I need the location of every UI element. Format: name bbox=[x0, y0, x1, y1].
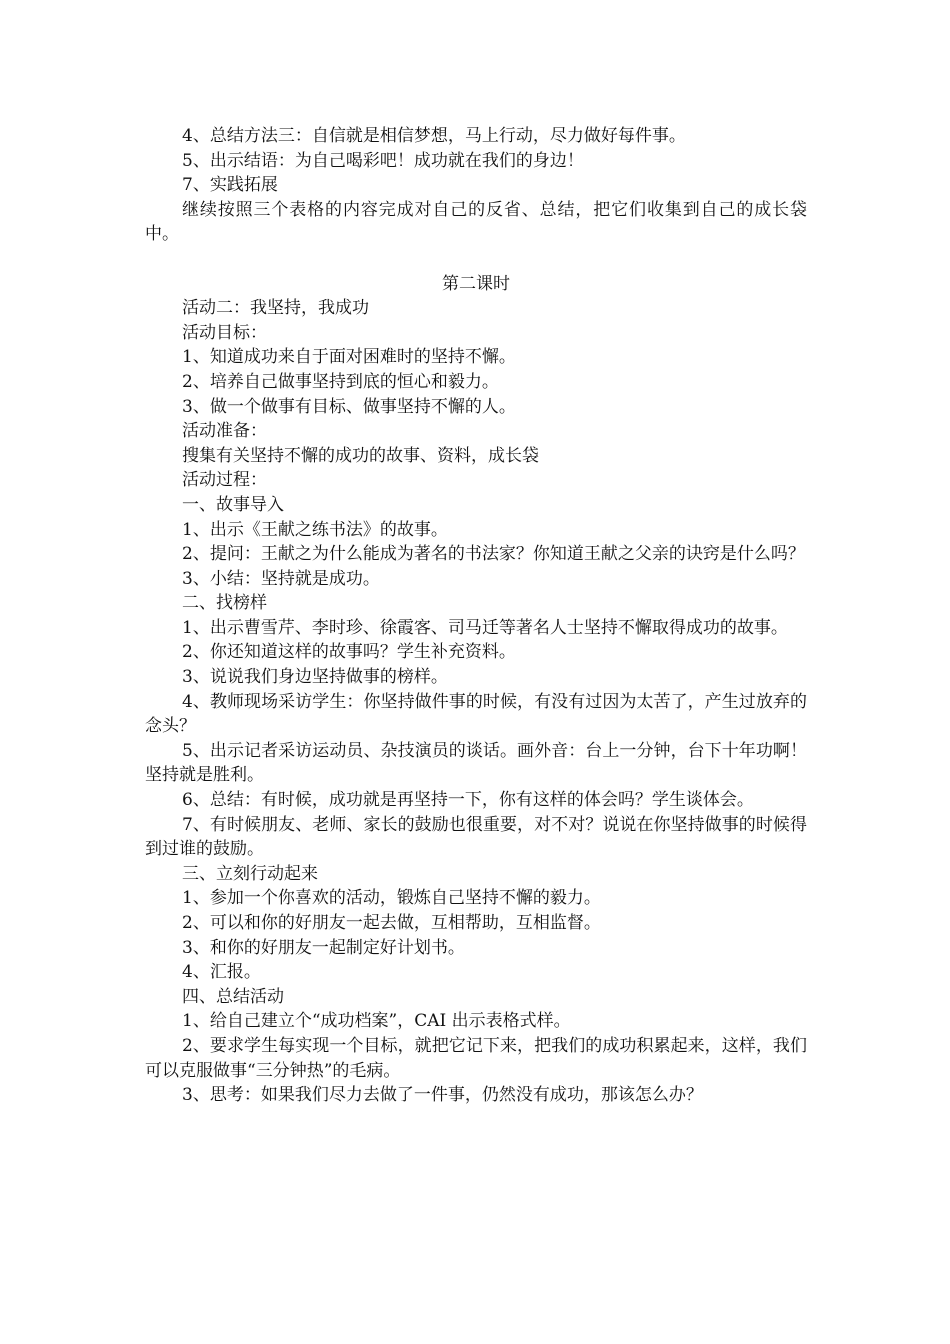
paragraph: 5、出示记者采访运动员、杂技演员的谈话。画外音：台上一分钟，台下十年功啊！坚持就是胜利。 bbox=[145, 740, 807, 786]
paragraph: 3、做一个做事有目标、做事坚持不懈的人。 bbox=[182, 396, 516, 417]
paragraph: 2、提问：王献之为什么能成为著名的书法家？你知道王献之父亲的诀窍是什么吗？ bbox=[182, 544, 805, 565]
paragraph: 1、参加一个你喜欢的活动，锻炼自己坚持不懈的毅力。 bbox=[182, 888, 601, 909]
paragraph: 活动准备： bbox=[182, 421, 267, 442]
paragraph: 3、小结：坚持就是成功。 bbox=[182, 568, 380, 589]
paragraph: 四、总结活动 bbox=[182, 986, 284, 1007]
paragraph: 7、有时候朋友、老师、家长的鼓励也很重要，对不对？说说在你坚持做事的时候得到过谁的鼓励。 bbox=[145, 814, 807, 860]
paragraph: 2、你还知道这样的故事吗？学生补充资料。 bbox=[182, 642, 516, 663]
paragraph: 搜集有关坚持不懈的成功的故事、资料，成长袋 bbox=[182, 445, 539, 466]
paragraph: 3、思考：如果我们尽力去做了一件事，仍然没有成功，那该怎么办？ bbox=[182, 1085, 703, 1106]
blank-line bbox=[145, 247, 807, 272]
paragraph: 1、出示曹雪芹、李时珍、徐霞客、司马迁等著名人士坚持不懈取得成功的故事。 bbox=[182, 617, 788, 638]
paragraph: 三、立刻行动起来 bbox=[182, 863, 318, 884]
paragraph: 二、找榜样 bbox=[182, 593, 267, 614]
paragraph: 3、和你的好朋友一起制定好计划书。 bbox=[182, 937, 465, 958]
section-heading: 第二课时 bbox=[442, 273, 510, 294]
paragraph: 活动过程： bbox=[182, 470, 267, 491]
paragraph: 2、要求学生每实现一个目标，就把它记下来，把我们的成功积累起来，这样，我们可以克服做事“三分钟热”的毛病。 bbox=[145, 1035, 807, 1081]
paragraph: 2、培养自己做事坚持到底的恒心和毅力。 bbox=[182, 371, 499, 392]
paragraph: 4、教师现场采访学生：你坚持做件事的时候，有没有过因为太苦了，产生过放弃的念头？ bbox=[145, 691, 807, 737]
paragraph: 1、给自己建立个“成功档案”，CAI 出示表格式样。 bbox=[182, 1011, 571, 1032]
paragraph: 1、出示《王献之练书法》的故事。 bbox=[182, 519, 448, 540]
paragraph: 3、说说我们身边坚持做事的榜样。 bbox=[182, 667, 448, 688]
paragraph: 一、故事导入 bbox=[182, 494, 284, 515]
paragraph: 6、总结：有时候，成功就是再坚持一下，你有这样的体会吗？学生谈体会。 bbox=[182, 790, 754, 811]
paragraph: 4、汇报。 bbox=[182, 962, 261, 983]
paragraph: 活动目标： bbox=[182, 322, 267, 343]
paragraph: 4、总结方法三：自信就是相信梦想，马上行动，尽力做好每件事。 bbox=[182, 126, 686, 146]
document-body bbox=[145, 124, 807, 1108]
paragraph: 5、出示结语：为自己喝彩吧！成功就在我们的身边！ bbox=[182, 150, 584, 171]
paragraph: 1、知道成功来自于面对困难时的坚持不懈。 bbox=[182, 347, 516, 368]
paragraph: 继续按照三个表格的内容完成对自己的反省、总结，把它们收集到自己的成长袋中。 bbox=[145, 199, 807, 245]
paragraph: 2、可以和你的好朋友一起去做，互相帮助，互相监督。 bbox=[182, 913, 601, 933]
paragraph: 活动二：我坚持，我成功 bbox=[182, 298, 369, 319]
paragraph: 7、实践拓展 bbox=[182, 175, 278, 196]
